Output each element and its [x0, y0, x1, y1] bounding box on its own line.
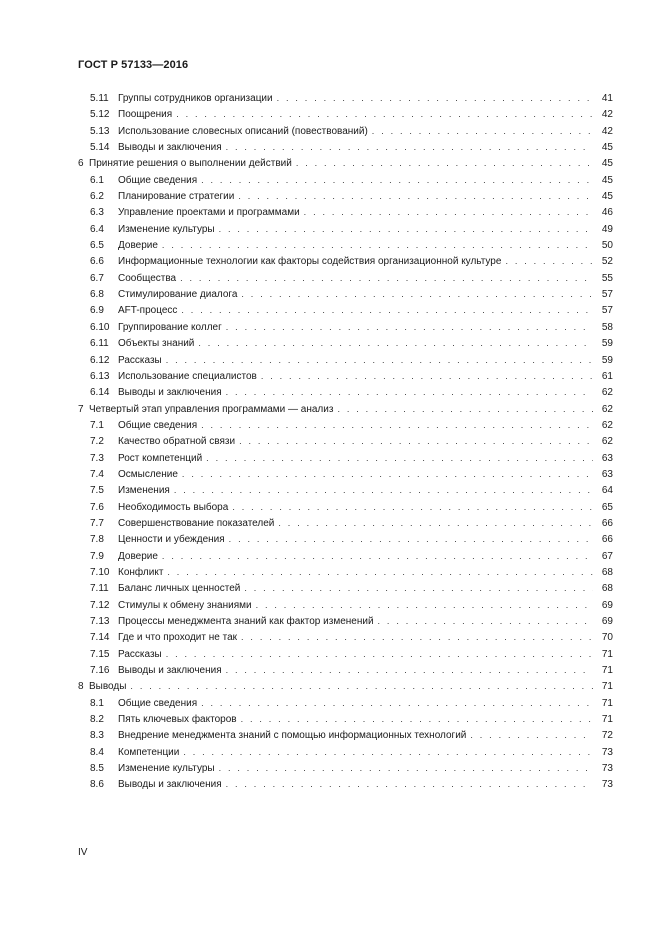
- toc-entry-number: 7: [78, 403, 84, 415]
- toc-dot-leader: [162, 548, 593, 564]
- toc-entry[interactable]: [78, 776, 613, 792]
- toc-entry[interactable]: [78, 155, 613, 171]
- toc-entry-page: 71: [601, 681, 613, 693]
- toc-dot-leader: [238, 188, 593, 204]
- toc-entry[interactable]: [78, 188, 613, 204]
- toc-entry[interactable]: [78, 744, 613, 760]
- toc-dot-leader: [277, 90, 593, 106]
- toc-entry-page: 42: [601, 109, 613, 121]
- toc-entry[interactable]: [78, 580, 613, 596]
- toc-dot-leader: [241, 711, 593, 727]
- toc-entry-title: Четвертый этап управления программами — анализ: [89, 403, 334, 415]
- toc-entry[interactable]: [78, 172, 613, 188]
- toc-entry-number: 6.6: [90, 256, 104, 268]
- toc-entry-number: 8.5: [90, 763, 104, 775]
- toc-entry-page: 68: [601, 566, 613, 578]
- toc-entry-number: 7.6: [90, 501, 104, 513]
- toc-entry[interactable]: [78, 531, 613, 547]
- toc-dot-leader: [232, 499, 593, 515]
- toc-entry-title: Использование словесных описаний (повествований): [118, 125, 368, 137]
- toc-entry[interactable]: [78, 368, 613, 384]
- toc-entry-number: 6.5: [90, 240, 104, 252]
- toc-entry-title: Выводы и заключения: [118, 665, 222, 677]
- toc-entry-page: 63: [601, 468, 613, 480]
- toc-dot-leader: [130, 678, 593, 694]
- toc-entry[interactable]: [78, 335, 613, 351]
- toc-dot-leader: [241, 286, 593, 302]
- toc-entry[interactable]: [78, 629, 613, 645]
- toc-entry-page: 55: [601, 272, 613, 284]
- toc-entry-page: 73: [601, 746, 613, 758]
- toc-dot-leader: [241, 629, 593, 645]
- toc-entry-page: 66: [601, 534, 613, 546]
- toc-entry-title: Рассказы: [118, 354, 162, 366]
- toc-entry-number: 6.3: [90, 207, 104, 219]
- toc-entry[interactable]: [78, 139, 613, 155]
- toc-entry-page: 45: [601, 174, 613, 186]
- toc-entry-title: Конфликт: [118, 566, 164, 578]
- toc-dot-leader: [261, 368, 593, 384]
- toc-entry-number: 6.7: [90, 272, 104, 284]
- toc-dot-leader: [470, 727, 593, 743]
- toc-dot-leader: [167, 564, 593, 580]
- toc-entry-title: Выводы и заключения: [118, 142, 222, 154]
- toc-entry-title: Поощрения: [118, 109, 173, 121]
- toc-entry-page: 45: [601, 158, 613, 170]
- toc-entry[interactable]: [78, 417, 613, 433]
- toc-entry-number: 8.6: [90, 779, 104, 791]
- toc-entry-page: 41: [601, 93, 613, 104]
- toc-entry-number: 8.3: [90, 730, 104, 742]
- toc-entry-number: 8.4: [90, 746, 104, 758]
- toc-dot-leader: [372, 123, 593, 139]
- toc-entry-number: 5.11: [90, 93, 109, 104]
- toc-entry-number: 8.2: [90, 714, 104, 726]
- toc-dot-leader: [201, 695, 593, 711]
- toc-entry-page: 69: [601, 599, 613, 611]
- toc-entry-title: Группирование коллег: [118, 321, 222, 333]
- toc-entry-title: Изменение культуры: [118, 223, 215, 235]
- toc-entry-title: Выводы и заключения: [118, 779, 222, 791]
- toc-entry-page: 71: [601, 648, 613, 660]
- toc-dot-leader: [183, 744, 593, 760]
- toc-entry-number: 5.14: [90, 142, 110, 154]
- toc-entry-title: Общие сведения: [118, 419, 198, 431]
- toc-dot-leader: [296, 155, 593, 171]
- toc-entry-page: 71: [601, 665, 613, 677]
- toc-entry[interactable]: [78, 253, 613, 269]
- toc-entry[interactable]: [78, 662, 613, 678]
- toc-dot-leader: [378, 613, 593, 629]
- toc-entry-number: 5.12: [90, 109, 110, 121]
- toc-entry-title: Стимулирование диалога: [118, 289, 238, 301]
- toc-dot-leader: [505, 253, 593, 269]
- toc-entry[interactable]: [78, 204, 613, 220]
- toc-entry-title: Изменение культуры: [118, 763, 215, 775]
- toc-entry-number: 6.8: [90, 289, 104, 301]
- toc-entry-number: 6.12: [90, 354, 110, 366]
- toc-entry-page: 49: [601, 223, 613, 235]
- toc-entry-number: 7.5: [90, 485, 104, 497]
- toc-entry-title: Сообщества: [118, 272, 177, 284]
- toc-dot-leader: [176, 106, 593, 122]
- toc-entry[interactable]: [78, 237, 613, 253]
- toc-entry-title: Совершенствование показателей: [118, 517, 275, 529]
- toc-dot-leader: [239, 433, 593, 449]
- toc-dot-leader: [162, 237, 593, 253]
- toc-dot-leader: [219, 760, 593, 776]
- toc-entry-title: Общие сведения: [118, 174, 198, 186]
- toc-entry-title: Группы сотрудников организации: [118, 93, 273, 104]
- toc-dot-leader: [229, 531, 593, 547]
- toc-entry[interactable]: [78, 711, 613, 727]
- toc-entry-page: 45: [601, 191, 613, 203]
- toc-entry[interactable]: [78, 646, 613, 662]
- toc-entry-page: 45: [601, 142, 613, 154]
- toc-dot-leader: [166, 646, 593, 662]
- toc-entry-page: 61: [601, 370, 613, 382]
- toc-entry-number: 7.13: [90, 616, 110, 627]
- toc-entry[interactable]: [78, 597, 613, 613]
- toc-dot-leader: [198, 335, 593, 351]
- toc-entry-title: Выводы и заключения: [118, 387, 222, 399]
- toc-entry-title: Компетенции: [118, 746, 180, 758]
- toc-entry[interactable]: [78, 286, 613, 302]
- toc-dot-leader: [278, 515, 593, 531]
- toc-entry[interactable]: [78, 564, 613, 580]
- toc-entry-page: 73: [601, 779, 613, 791]
- toc-entry[interactable]: [78, 613, 613, 629]
- toc-dot-leader: [174, 482, 593, 498]
- toc-entry-title: Внедрение менеджмента знаний с помощью информационных технологий: [118, 730, 467, 742]
- toc-entry-page: 50: [601, 240, 613, 252]
- toc-entry[interactable]: [78, 433, 613, 449]
- toc-entry[interactable]: [78, 221, 613, 237]
- toc-entry-title: Где и что проходит не так: [118, 632, 238, 644]
- toc-dot-leader: [226, 662, 593, 678]
- toc-entry[interactable]: [78, 695, 613, 711]
- toc-entry[interactable]: [78, 727, 613, 743]
- toc-entry-title: Использование специалистов: [118, 370, 257, 382]
- toc-entry-number: 7.1: [90, 419, 104, 431]
- toc-entry-title: Баланс личных ценностей: [118, 583, 241, 595]
- toc-entry-title: Ценности и убеждения: [118, 534, 225, 546]
- toc-entry-number: 8: [78, 681, 84, 693]
- toc-dot-leader: [206, 450, 593, 466]
- toc-entry-number: 6.14: [90, 387, 110, 399]
- toc-entry-number: 6: [78, 158, 84, 170]
- toc-entry-page: 69: [601, 616, 613, 627]
- toc-entry-title: Выводы: [89, 681, 127, 693]
- toc-entry-number: 7.4: [90, 468, 104, 480]
- toc-entry-page: 62: [601, 419, 613, 431]
- toc-entry-number: 6.2: [90, 191, 104, 203]
- toc-entry-page: 46: [601, 207, 613, 219]
- toc-entry-number: 6.13: [90, 370, 110, 382]
- toc-entry-number: 6.9: [90, 305, 104, 317]
- toc-dot-leader: [256, 597, 593, 613]
- toc-dot-leader: [226, 776, 593, 792]
- toc-entry[interactable]: [78, 270, 613, 286]
- toc-entry-number: 5.13: [90, 125, 110, 137]
- toc-entry-title: Общие сведения: [118, 697, 198, 709]
- toc-entry-number: 7.3: [90, 452, 104, 464]
- toc-entry-page: 57: [601, 289, 613, 301]
- table-of-contents: [78, 90, 613, 793]
- toc-entry[interactable]: [78, 302, 613, 318]
- toc-entry-title: Осмысление: [118, 468, 178, 480]
- toc-entry-page: 42: [601, 125, 613, 137]
- toc-entry-title: Рассказы: [118, 648, 162, 660]
- toc-entry-number: 7.11: [90, 583, 109, 595]
- toc-entry[interactable]: [78, 515, 613, 531]
- toc-entry-page: 59: [601, 338, 613, 350]
- page-number: IV: [78, 847, 88, 858]
- toc-entry-title: Доверие: [118, 550, 158, 562]
- toc-entry-number: 7.15: [90, 648, 110, 660]
- toc-entry-title: Принятие решения о выполнении действий: [89, 158, 292, 170]
- toc-entry[interactable]: [78, 90, 613, 106]
- toc-entry[interactable]: [78, 499, 613, 515]
- toc-entry-page: 66: [601, 517, 613, 529]
- toc-entry-number: 7.12: [90, 599, 110, 611]
- toc-dot-leader: [226, 319, 593, 335]
- toc-entry[interactable]: [78, 482, 613, 498]
- toc-entry-number: 6.4: [90, 223, 104, 235]
- toc-entry[interactable]: [78, 466, 613, 482]
- toc-entry-page: 65: [601, 501, 613, 513]
- toc-entry-title: Доверие: [118, 240, 158, 252]
- toc-dot-leader: [201, 172, 593, 188]
- toc-entry-page: 68: [601, 583, 613, 595]
- toc-entry[interactable]: [78, 384, 613, 400]
- toc-entry-page: 58: [601, 321, 613, 333]
- toc-entry[interactable]: [78, 401, 613, 417]
- toc-entry-title: Изменения: [118, 485, 170, 497]
- toc-entry-title: Объекты знаний: [118, 338, 195, 350]
- toc-entry-title: Необходимость выбора: [118, 501, 229, 513]
- toc-entry-number: 6.10: [90, 321, 110, 333]
- toc-entry-page: 59: [601, 354, 613, 366]
- toc-entry-page: 71: [601, 697, 613, 709]
- toc-entry-page: 63: [601, 452, 613, 464]
- toc-entry-page: 62: [601, 387, 613, 399]
- toc-entry-title: Качество обратной связи: [118, 436, 236, 448]
- document-header: ГОСТ Р 57133—2016: [78, 59, 189, 71]
- toc-entry-number: 7.8: [90, 534, 104, 546]
- toc-entry-title: Информационные технологии как факторы содействия организационной культуре: [118, 256, 502, 268]
- toc-entry-number: 8.1: [90, 697, 104, 709]
- toc-entry[interactable]: [78, 678, 613, 694]
- toc-entry-title: Стимулы к обмену знаниями: [118, 599, 252, 611]
- toc-dot-leader: [337, 401, 593, 417]
- toc-entry-title: Планирование стратегии: [118, 191, 235, 203]
- toc-entry[interactable]: [78, 106, 613, 122]
- toc-entry-page: 70: [601, 632, 613, 644]
- toc-entry-title: Управление проектами и программами: [118, 207, 300, 219]
- toc-entry-title: AFT-процесс: [118, 305, 178, 317]
- toc-entry-title: Пять ключевых факторов: [118, 714, 237, 726]
- toc-entry-page: 72: [601, 730, 613, 742]
- toc-entry-title: Рост компетенций: [118, 452, 203, 464]
- toc-entry-page: 52: [601, 256, 613, 268]
- toc-dot-leader: [180, 270, 593, 286]
- toc-dot-leader: [226, 139, 593, 155]
- toc-entry-number: 6.1: [90, 174, 104, 186]
- toc-entry-page: 71: [601, 714, 613, 726]
- toc-entry[interactable]: [78, 450, 613, 466]
- toc-entry-title: Процессы менеджмента знаний как фактор изменений: [118, 616, 374, 627]
- toc-entry[interactable]: [78, 760, 613, 776]
- toc-entry-number: 7.2: [90, 436, 104, 448]
- toc-entry-number: 7.9: [90, 550, 104, 562]
- toc-entry-number: 7.16: [90, 665, 110, 677]
- toc-dot-leader: [244, 580, 593, 596]
- toc-entry-page: 62: [601, 436, 613, 448]
- toc-entry[interactable]: [78, 352, 613, 368]
- toc-dot-leader: [166, 352, 593, 368]
- toc-entry-number: 7.7: [90, 517, 104, 529]
- toc-entry-number: 7.14: [90, 632, 110, 644]
- toc-entry-page: 62: [601, 403, 613, 415]
- toc-dot-leader: [201, 417, 593, 433]
- toc-entry-page: 64: [601, 485, 613, 497]
- toc-dot-leader: [226, 384, 593, 400]
- toc-entry-page: 57: [601, 305, 613, 317]
- toc-dot-leader: [219, 221, 593, 237]
- toc-entry[interactable]: [78, 319, 613, 335]
- toc-entry[interactable]: [78, 123, 613, 139]
- toc-entry-page: 73: [601, 763, 613, 775]
- toc-entry[interactable]: [78, 548, 613, 564]
- toc-dot-leader: [304, 204, 593, 220]
- toc-dot-leader: [182, 466, 593, 482]
- toc-dot-leader: [181, 302, 593, 318]
- toc-entry-number: 6.11: [90, 338, 109, 350]
- toc-entry-page: 67: [601, 550, 613, 562]
- toc-entry-number: 7.10: [90, 566, 110, 578]
